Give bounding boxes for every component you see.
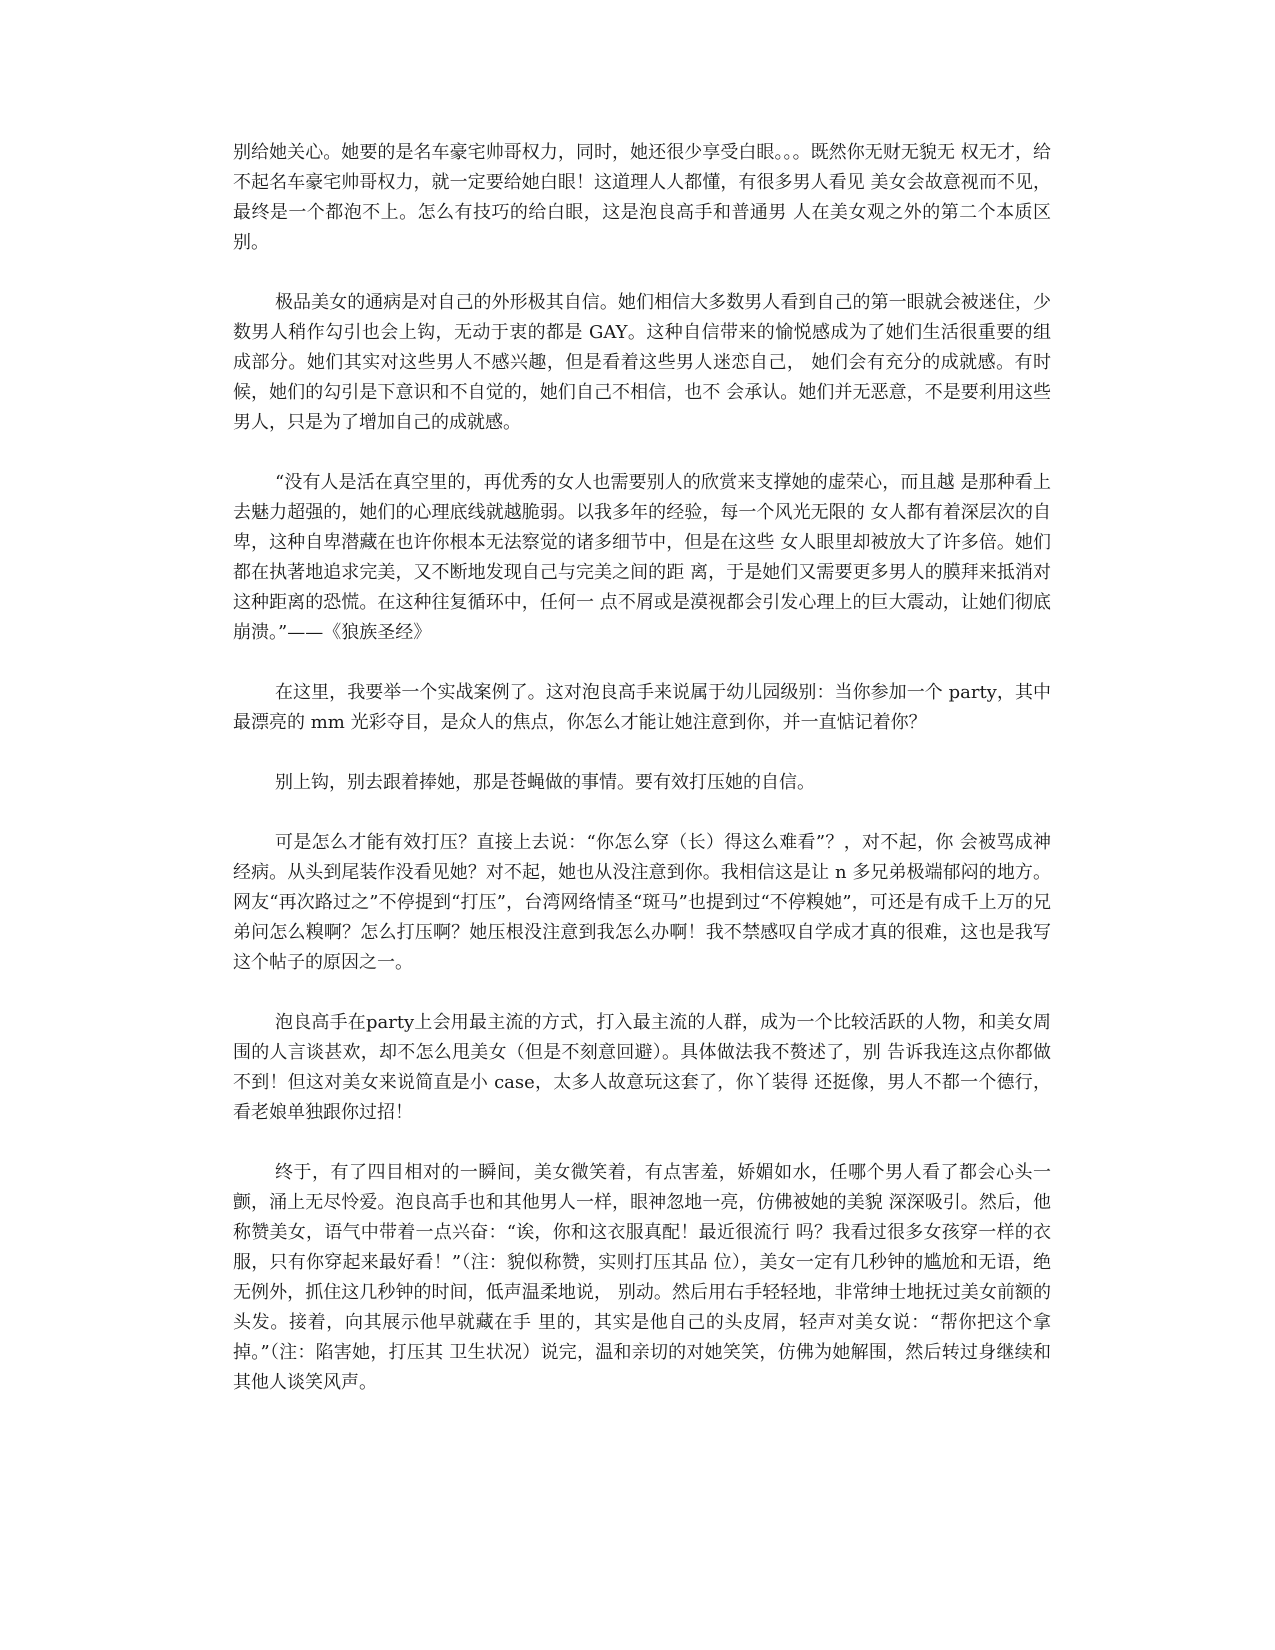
- paragraph-5: 别上钩，别去跟着捧她，那是苍蝇做的事情。要有效打压她的自信。: [275, 772, 815, 793]
- paragraph-6: 可是怎么才能有效打压？直接上去说：“你怎么穿（长）得这么难看”？，对不起，你 会被骂成神经病。从头到尾装作没看见她？对不起，她也从没注意到你。我相信这是让 n 多兄弟极端郁闷的地方。网友“再次路过之”不停提到“打压”，台湾网络情圣“斑马”也提到过“不停糗她”，可还是有成千上万的兄弟问怎么糗啊？怎么打压啊？她压根没注意到我怎么办啊！我不禁感叹自学成才真的很难，这也是我写这个帖子的原因之一。: [233, 832, 1051, 973]
- paragraph-1: 别给她关心。她要的是名车豪宅帅哥权力，同时，她还很少享受白眼。。。既然你无财无貌无 权无才，给不起名车豪宅帅哥权力，就一定要给她白眼！这道理人人都懂，有很多男人看见 美女会故意视而不见，最终是一个都泡不上。怎么有技巧的给白眼，这是泡良高手和普通男 人在美女观之外的第二个本质区别。: [233, 142, 1051, 253]
- paragraph-2: 极品美女的通病是对自己的外形极其自信。她们相信大多数男人看到自己的第一眼就会被迷住，少数男人稍作勾引也会上钩，无动于衷的都是 GAY。这种自信带来的愉悦感成为了她们生活很重要的组成部分。她们其实对这些男人不感兴趣，但是看着这些男人迷恋自己， 她们会有充分的成就感。有时候，她们的勾引是下意识和不自觉的，她们自己不相信，也不 会承认。她们并无恶意，不是要利用这些男人，只是为了增加自己的成就感。: [233, 292, 1051, 433]
- paragraph-7: 泡良高手在party上会用最主流的方式，打入最主流的人群，成为一个比较活跃的人物，和美女周围的人言谈甚欢，却不怎么甩美女（但是不刻意回避）。具体做法我不赘述了，别 告诉我连这点你都做不到！但这对美女来说简直是小 case，太多人故意玩这套了，你丫装得 还挺像，男人不都一个德行，看老娘单独跟你过招！: [233, 1012, 1051, 1123]
- document-body: [233, 138, 1051, 1428]
- paragraph-4: 在这里，我要举一个实战案例了。这对泡良高手来说属于幼儿园级别：当你参加一个 party，其中最漂亮的 mm 光彩夺目，是众人的焦点，你怎么才能让她注意到你，并一直惦记着你？: [233, 682, 1051, 733]
- paragraph-8: 终于，有了四目相对的一瞬间，美女微笑着，有点害羞，娇媚如水，任哪个男人看了都会心头一颤，涌上无尽怜爱。泡良高手也和其他男人一样，眼神忽地一亮，仿佛被她的美貌 深深吸引。然后，他称赞美女，语气中带着一点兴奋：“诶，你和这衣服真配！最近很流行 吗？我看过很多女孩穿一样的衣服，只有你穿起来最好看！”（注：貌似称赞，实则打压其品 位），美女一定有几秒钟的尴尬和无语，绝无例外，抓住这几秒钟的时间，低声温柔地说， 别动。然后用右手轻轻地，非常绅士地抚过美女前额的头发。接着，向其展示他早就藏在手 里的，其实是他自己的头皮屑，轻声对美女说：“帮你把这个拿掉。”（注：陷害她，打压其 卫生状况）说完，温和亲切的对她笑笑，仿佛为她解围，然后转过身继续和其他人谈笑风声。: [233, 1162, 1051, 1393]
- paragraph-3-quote: “没有人是活在真空里的，再优秀的女人也需要别人的欣赏来支撑她的虚荣心，而且越 是那种看上去魅力超强的，她们的心理底线就越脆弱。以我多年的经验，每一个风光无限的 女人都有着深层次的自卑，这种自卑潜藏在也许你根本无法察觉的诸多细节中，但是在这些 女人眼里却被放大了许多倍。她们都在执著地追求完美，又不断地发现自己与完美之间的距 离，于是她们又需要更多男人的膜拜来抵消对这种距离的恐慌。在这种往复循环中，任何一 点不屑或是漠视都会引发心理上的巨大震动，让她们彻底崩溃。”——《狼族圣经》: [233, 472, 1051, 643]
